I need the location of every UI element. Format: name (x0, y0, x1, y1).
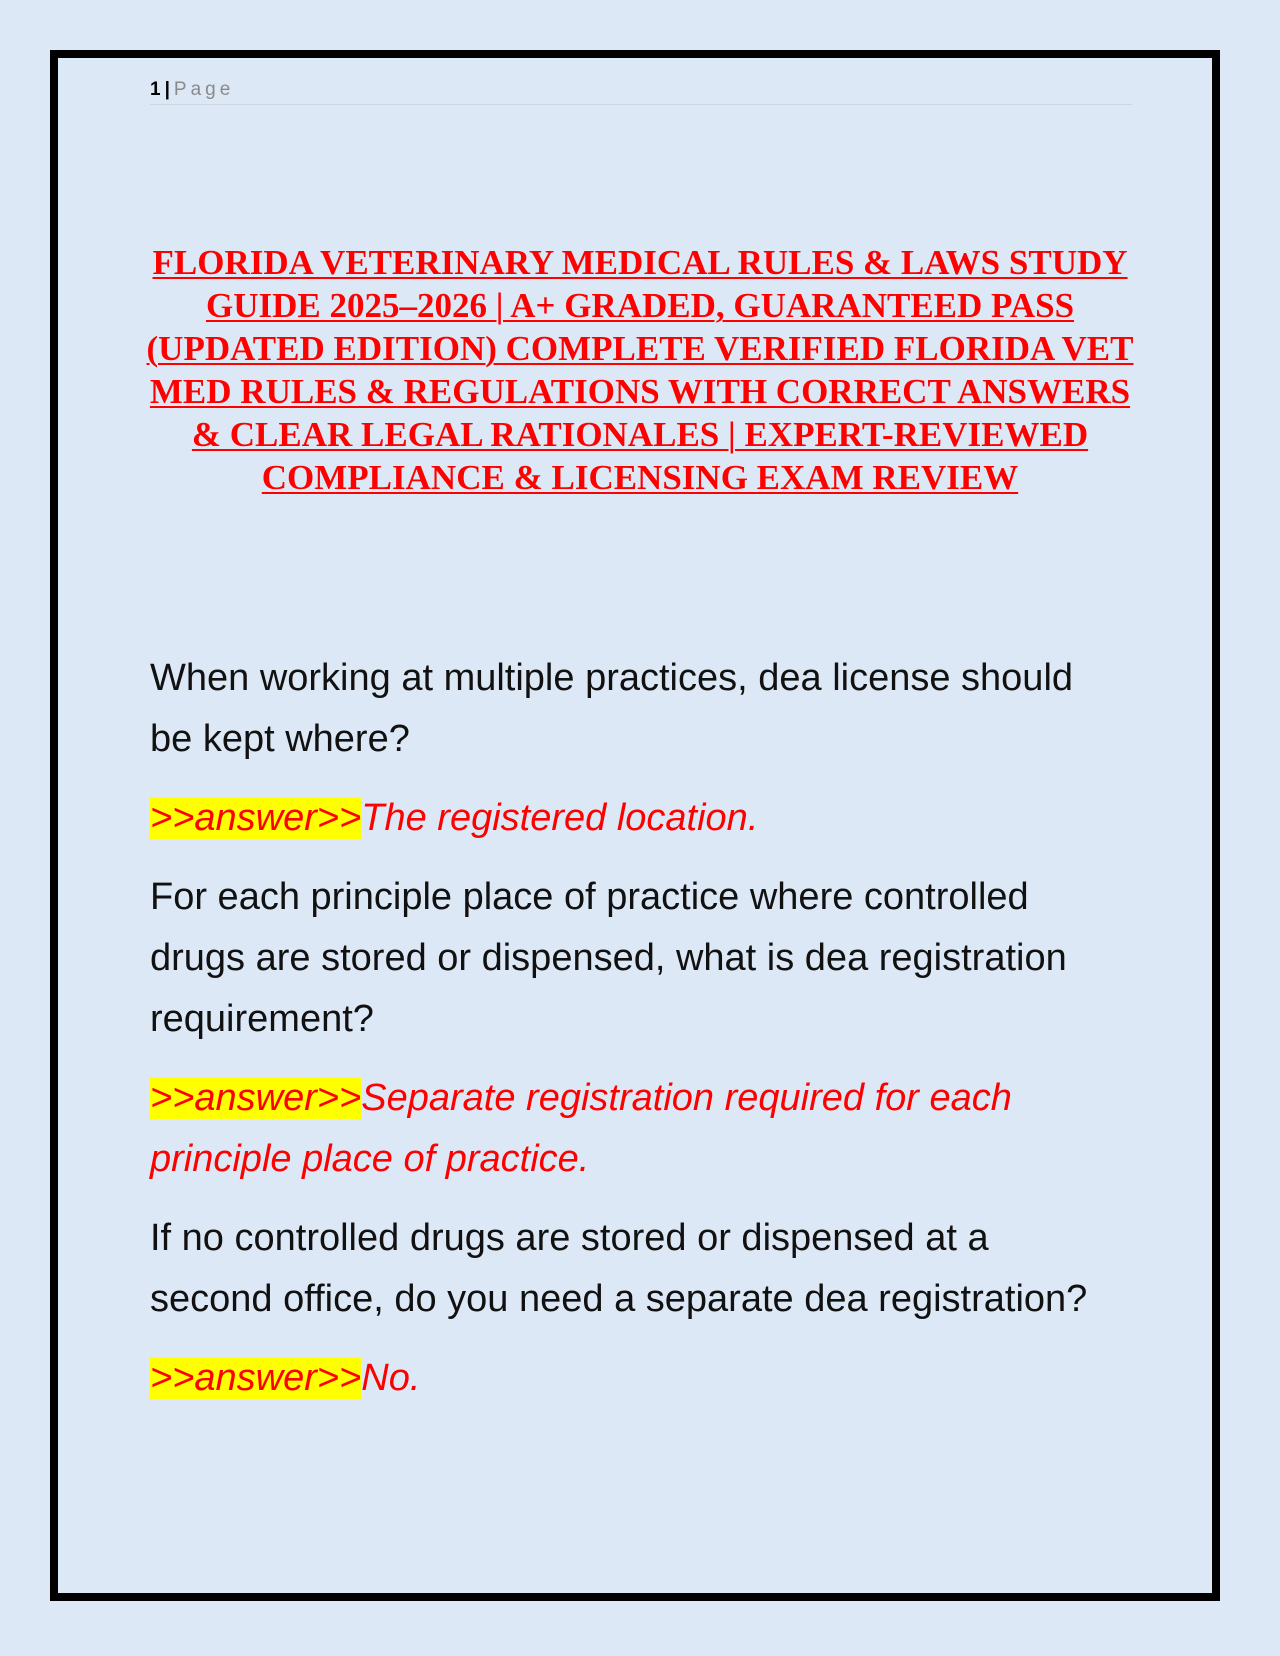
answer-3 (150, 1348, 1110, 1409)
answer-text: The registered location. (361, 797, 759, 839)
answer-marker: >>answer>> (150, 1077, 362, 1119)
question-3: If no controlled drugs are stored or dispensed at a second office, do you need a separate dea registration? (150, 1217, 1088, 1320)
answer-1 (150, 788, 1110, 849)
answer-2 (150, 1068, 1110, 1190)
document-title: FLORIDA VETERINARY MEDICAL RULES & LAWS STUDY GUIDE 2025–2026 | A+ GRADED, GUARANTEED PASS (UPDATED EDITION) COMPLETE VERIFIED FLORIDA VET MED RULES & REGULATIONS WITH CORRECT ANSWERS & CLEAR LEGAL RATIONALES | EXPERT-REVIEWED COMPLIANCE & LICENSING EXAM REVIEW (146, 243, 1134, 497)
page-number: 1 (150, 79, 161, 100)
answer-text: Separate registration required for each principle place of practice. (150, 1077, 1012, 1180)
answer-marker: >>answer>> (150, 797, 362, 839)
header-separator: | (164, 79, 170, 100)
page-header (150, 76, 1132, 105)
question-1: When working at multiple practices, dea license should be kept where? (150, 657, 1074, 760)
answer-marker: >>answer>> (150, 1357, 362, 1399)
answer-text: No. (361, 1357, 421, 1399)
page-label: Page (173, 79, 235, 100)
qa-list (150, 648, 1110, 1427)
question-2: For each principle place of practice where controlled drugs are stored or dispensed, what is dea registration requirement? (150, 876, 1067, 1040)
